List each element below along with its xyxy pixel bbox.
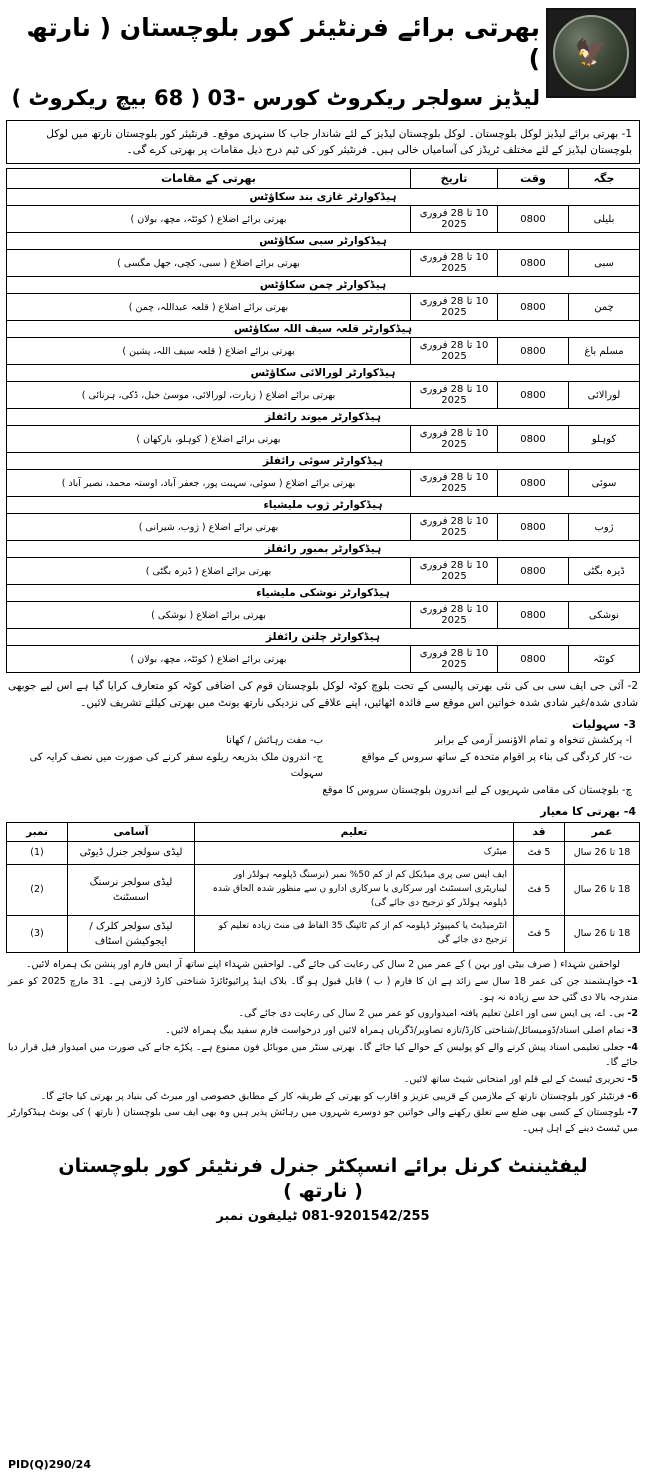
cell-education: میٹرک bbox=[195, 841, 514, 864]
facility-index: ب- bbox=[309, 734, 323, 746]
facility-index: ا- bbox=[625, 734, 632, 746]
header-post: آسامی bbox=[68, 822, 195, 841]
note-text: جعلی تعلیمی اسناد پیش کرنے والے کو پولیس کے حوالے کیا جائے گا۔ بھرتی سنٹر میں موبائل فون ممنوع ہے۔ پکڑے جانے کی صورت میں امیدوار فیل قرار دیا جائے گا۔ bbox=[8, 1041, 638, 1069]
intro-number: 1- bbox=[621, 127, 632, 140]
fc-crest-logo bbox=[546, 8, 636, 98]
header-date: تاریخ bbox=[411, 169, 498, 189]
list-item bbox=[8, 1072, 638, 1088]
header-age: عمر bbox=[565, 822, 640, 841]
cell-time: 0800 bbox=[498, 382, 569, 409]
group-heading: ہیڈکوارٹر لورالائی سکاؤٹس bbox=[7, 365, 640, 382]
list-item bbox=[8, 1006, 638, 1022]
eagle-icon: 🦅 bbox=[553, 15, 629, 91]
table-row bbox=[7, 338, 640, 365]
criteria-row bbox=[7, 864, 640, 915]
note-text: تحریری ٹیسٹ کے لیے قلم اور امتحانی شیٹ ساتھ لائیں۔ bbox=[403, 1073, 625, 1085]
criteria-title bbox=[10, 805, 636, 818]
group-heading: ہیڈکوارٹر ژوب ملیشیاء bbox=[7, 497, 640, 514]
facility-index: ت- bbox=[618, 751, 632, 763]
list-item bbox=[8, 1023, 638, 1039]
criteria-row bbox=[7, 915, 640, 952]
cell-place: ڈیرہ بگٹی bbox=[569, 558, 640, 585]
group-heading-row bbox=[7, 277, 640, 294]
group-heading: ہیڈکوارٹر چمن سکاؤٹس bbox=[7, 277, 640, 294]
note-text: بی۔ اے، پی ایس سی اور اعلیٰ تعلیم یافتہ امیدواروں کو عمر میں 2 سال کی رعایت دی جائے گی۔ bbox=[238, 1008, 625, 1020]
table-row bbox=[7, 602, 640, 629]
cell-height: 5 فٹ bbox=[514, 864, 565, 915]
note-number: 5- bbox=[627, 1073, 638, 1085]
cell-date: 10 تا 28 فروری 2025 bbox=[411, 250, 498, 277]
intro-text: بھرتی برائے لیڈیز لوکل بلوچستان۔ لوکل بلوچستان لیڈیز کے لئے شاندار جاب کا سنہری موقع۔ فرنٹیئر کور بلوچستان نارتھ میں لوکل بلوچستان لیڈیز کے لئے مختلف ٹریڈز کی آسامیاں خالی ہیں۔ فرنٹیئر کور کی ٹیم درج ذیل مقامات پر بھرتی کرے گی۔ bbox=[46, 127, 632, 157]
cell-place: چمن bbox=[569, 294, 640, 321]
cell-locations: بھرتی برائے اضلاع ( سوئی، سہبت پور، جعفر آباد، اوستہ محمد، نصیر آباد ) bbox=[7, 470, 411, 497]
cell-time: 0800 bbox=[498, 558, 569, 585]
cell-time: 0800 bbox=[498, 602, 569, 629]
cell-time: 0800 bbox=[498, 646, 569, 673]
cell-place: مسلم باغ bbox=[569, 338, 640, 365]
cell-height: 5 فٹ bbox=[514, 915, 565, 952]
policy-note-text: آئی جی ایف سی بی کی نئی بھرتی پالیسی کے تحت بلوچ کوٹہ لوکل بلوچستان قوم کی اضافی کوٹہ کو متعارف کرایا گیا ہے اس لیے جوبھی شادی شدہ/غیر شادی شدہ خواتین اس موقع سے فائدہ اٹھائیں، اپنے علاقے کی نزدیکی نارتھ یونٹ میں بھرتی کیلئے تشریف لائیں۔ bbox=[8, 680, 638, 710]
group-heading-row bbox=[7, 541, 640, 558]
cell-number: (3) bbox=[7, 915, 68, 952]
header-height: قد bbox=[514, 822, 565, 841]
table-row bbox=[7, 250, 640, 277]
group-heading-row bbox=[7, 497, 640, 514]
cell-height: 5 فٹ bbox=[514, 841, 565, 864]
cell-number: (1) bbox=[7, 841, 68, 864]
cell-time: 0800 bbox=[498, 470, 569, 497]
cell-date: 10 تا 28 فروری 2025 bbox=[411, 426, 498, 453]
table-row bbox=[7, 382, 640, 409]
cell-place: سوئی bbox=[569, 470, 640, 497]
facility-item bbox=[323, 733, 632, 749]
group-heading: ہیڈکوارٹر نوشکی ملیشیاء bbox=[7, 585, 640, 602]
cell-locations: بھرتی برائے اضلاع ( نوشکی ) bbox=[7, 602, 411, 629]
pid-number: PID(Q)290/24 bbox=[8, 1458, 91, 1471]
cell-locations: بھرتی برائے اضلاع ( کوئٹہ، مچھ، بولان ) bbox=[7, 206, 411, 233]
criteria-footnote: لواحقین شہداء ( صرف بیٹی اور بہن ) کے عمر میں 2 سال کی رعایت کی جائے گی۔ لواحقین شہداء اپنے ساتھ آر ایس فارم اور پنشن بک ہمراہ لائیں۔ bbox=[25, 958, 620, 970]
phone-label-text: ٹیلیفون نمبر bbox=[216, 1208, 298, 1224]
cell-locations: بھرتی برائے اضلاع ( ڈیرہ بگٹی ) bbox=[7, 558, 411, 585]
cell-locations: بھرتی برائے اضلاع ( قلعہ سیف اللہ، پشین ) bbox=[7, 338, 411, 365]
group-heading-row bbox=[7, 629, 640, 646]
facility-item bbox=[14, 783, 632, 799]
table-row bbox=[7, 470, 640, 497]
cell-time: 0800 bbox=[498, 294, 569, 321]
page-header bbox=[0, 0, 646, 116]
cell-time: 0800 bbox=[498, 206, 569, 233]
facility-index: چ- bbox=[621, 784, 632, 796]
title-block bbox=[10, 8, 540, 112]
criteria-row bbox=[7, 841, 640, 864]
group-heading-row bbox=[7, 585, 640, 602]
phone-label bbox=[0, 1209, 646, 1224]
cell-education: انٹرمیڈیٹ یا کمپیوٹر ڈپلومہ کم از کم ٹائپنگ 35 الفاظ فی منٹ زیادہ تعلیم کو ترجیح دی جائے گی bbox=[195, 915, 514, 952]
note-number: 1- bbox=[627, 975, 638, 987]
table-row bbox=[7, 558, 640, 585]
criteria-number: 4- bbox=[623, 804, 636, 818]
group-heading-row bbox=[7, 321, 640, 338]
cell-date: 10 تا 28 فروری 2025 bbox=[411, 338, 498, 365]
facility-item bbox=[323, 750, 632, 782]
criteria-table bbox=[6, 822, 640, 953]
header-time: وقت bbox=[498, 169, 569, 189]
cell-place: نوشکی bbox=[569, 602, 640, 629]
note-number: 7- bbox=[627, 1107, 638, 1119]
facilities-row-3 bbox=[14, 783, 632, 799]
criteria-heading: بھرتی کا معیار bbox=[540, 804, 620, 818]
facility-item bbox=[14, 750, 323, 782]
header-place: جگہ bbox=[569, 169, 640, 189]
recruitment-table bbox=[6, 168, 640, 673]
cell-education: ایف ایس سی پری میڈیکل کم از کم 50% نمبر (نرسنگ ڈپلومہ ہولڈر اور لیباریٹری اسسٹنٹ اور سرکاری یا سرکاری ادارو ں سے منظور شدہ الحاق شدہ ڈپلومہ ہولڈر کو ترجیح دی جائے گی) bbox=[195, 864, 514, 915]
note-text: بلوچستان کے کسی بھی ضلع سے تعلق رکھنے والی خواتین جو دوسرے شہروں میں رہائش پذیر ہیں وہ بھی ایف سی بلوچستان ( نارتھ ) کی یونٹ ہیڈکوارٹر میں ٹیسٹ دینے کے اہل ہیں۔ bbox=[8, 1107, 638, 1134]
facilities-title bbox=[10, 718, 636, 731]
cell-place: ژوب bbox=[569, 514, 640, 541]
facility-text: مفت رہائش / کھانا bbox=[226, 734, 307, 746]
policy-note bbox=[8, 678, 638, 712]
cell-time: 0800 bbox=[498, 338, 569, 365]
cell-place: بلیلی bbox=[569, 206, 640, 233]
cell-date: 10 تا 28 فروری 2025 bbox=[411, 382, 498, 409]
cell-post: لیڈی سولجر کلرک / ایجوکیشن اسٹاف bbox=[68, 915, 195, 952]
cell-age: 18 تا 26 سال bbox=[565, 864, 640, 915]
criteria-header-row bbox=[7, 822, 640, 841]
note-number: 4- bbox=[627, 1041, 638, 1053]
note-number: 3- bbox=[627, 1024, 638, 1036]
cell-date: 10 تا 28 فروری 2025 bbox=[411, 514, 498, 541]
group-heading: ہیڈکوارٹر سوئی رائفلز bbox=[7, 453, 640, 470]
facility-index: ج- bbox=[312, 751, 323, 763]
page-footer bbox=[0, 1154, 646, 1230]
table-row bbox=[7, 426, 640, 453]
group-heading: ہیڈکوارٹر چلتن رائفلز bbox=[7, 629, 640, 646]
list-item bbox=[8, 974, 638, 1005]
cell-place: لورالائی bbox=[569, 382, 640, 409]
facilities-row-2 bbox=[14, 750, 632, 782]
cell-date: 10 تا 28 فروری 2025 bbox=[411, 470, 498, 497]
page-subtitle: لیڈیز سولجر ریکروٹ کورس -03 ( 68 بیچ ریکروٹ ) bbox=[11, 85, 540, 110]
cell-locations: بھرتی برائے اضلاع ( زیارت، لورالائی، موسیٰ خیل، ڈکی، ہرنائی ) bbox=[7, 382, 411, 409]
spacer bbox=[0, 1138, 646, 1144]
intro-paragraph bbox=[6, 120, 640, 165]
facility-text: پرکشش تنخواہ و تمام الاؤنسز آرمی کے برابر bbox=[434, 734, 623, 746]
facilities-row-1 bbox=[14, 733, 632, 749]
cell-time: 0800 bbox=[498, 426, 569, 453]
facility-text: اندرون ملک بذریعہ ریلوے سفر کرنے کی صورت میں نصف کرایہ کی سہولت bbox=[29, 751, 323, 779]
group-heading-row bbox=[7, 189, 640, 206]
cell-date: 10 تا 28 فروری 2025 bbox=[411, 558, 498, 585]
signatory-line-2: ( نارتھ ) bbox=[283, 1180, 363, 1203]
policy-note-number: 2- bbox=[627, 680, 638, 693]
cell-time: 0800 bbox=[498, 250, 569, 277]
cell-post: لیڈی سولجر نرسنگ اسسٹنٹ bbox=[68, 864, 195, 915]
instructions-list bbox=[8, 974, 638, 1137]
cell-number: (2) bbox=[7, 864, 68, 915]
cell-time: 0800 bbox=[498, 514, 569, 541]
cell-date: 10 تا 28 فروری 2025 bbox=[411, 602, 498, 629]
cell-post: لیڈی سولجر جنرل ڈیوٹی bbox=[68, 841, 195, 864]
list-item bbox=[8, 1040, 638, 1071]
cell-age: 18 تا 26 سال bbox=[565, 841, 640, 864]
header-number: نمبر bbox=[7, 822, 68, 841]
group-heading: ہیڈکوارٹر غازی بند سکاؤٹس bbox=[7, 189, 640, 206]
cell-locations: بھرتی برائے اضلاع ( قلعہ عبداللہ، چمن ) bbox=[7, 294, 411, 321]
note-text: خواہشمند جن کی عمر 18 سال سے زائد ہے ان کا فارم ( ب ) قابل قبول ہو گا۔ بلاک اینڈ پرائیوٹائزڈ شناختی کارڈ لازمی ہے۔ 31 مارچ 2025 کو عمر مندرجہ بالا دی گئی حد سے زیادہ نہ ہو۔ bbox=[8, 975, 638, 1003]
signatory-line-1: لیفٹیننٹ کرنل برائے انسپکٹر جنرل فرنٹیئر کور بلوچستان bbox=[58, 1154, 588, 1177]
cell-locations: بھرتی برائے اضلاع ( کوئٹہ، مچھ، بولان ) bbox=[7, 646, 411, 673]
cell-date: 10 تا 28 فروری 2025 bbox=[411, 294, 498, 321]
cell-locations: بھرتی برائے اضلاع ( سبی، کچی، جھل مگسی ) bbox=[7, 250, 411, 277]
cell-locations: بھرتی برائے اضلاع ( ژوب، شیرانی ) bbox=[7, 514, 411, 541]
group-heading-row bbox=[7, 453, 640, 470]
group-heading: ہیڈکوارٹر قلعہ سیف اللہ سکاؤٹس bbox=[7, 321, 640, 338]
table-row bbox=[7, 646, 640, 673]
table-row bbox=[7, 294, 640, 321]
facilities-number: 3- bbox=[623, 717, 636, 731]
list-item bbox=[8, 1089, 638, 1105]
cell-locations: بھرتی برائے اضلاع ( کوہلو، بارکھان ) bbox=[7, 426, 411, 453]
recruitment-table-body bbox=[7, 189, 640, 673]
criteria-table-body bbox=[7, 841, 640, 952]
facility-item bbox=[14, 733, 323, 749]
group-heading-row bbox=[7, 233, 640, 250]
cell-place: کوہلو bbox=[569, 426, 640, 453]
recruitment-table-wrapper bbox=[6, 168, 640, 673]
note-number: 6- bbox=[627, 1090, 638, 1102]
table-header-row bbox=[7, 169, 640, 189]
group-heading: ہیڈکوارٹر میوند رائفلز bbox=[7, 409, 640, 426]
cell-age: 18 تا 26 سال bbox=[565, 915, 640, 952]
facility-text: کار کردگی کی بناء پر اقوام متحدہ کے ساتھ سروس کے مواقع bbox=[361, 751, 616, 763]
group-heading-row bbox=[7, 409, 640, 426]
note-text: تمام اصلی اسناد/ڈومیسائل/شناختی کارڈ/تازہ تصاویر/ڈگریاں ہمراہ لائیں اور درخواست فارم سفید بیگ ہمراہ لائیں۔ bbox=[165, 1024, 625, 1036]
cell-date: 10 تا 28 فروری 2025 bbox=[411, 646, 498, 673]
cell-date: 10 تا 28 فروری 2025 bbox=[411, 206, 498, 233]
phone-number: 081-9201542/255 bbox=[301, 1208, 430, 1224]
group-heading: ہیڈکوارٹر بمبور رائفلز bbox=[7, 541, 640, 558]
page-title: بھرتی برائے فرنٹیئر کور بلوچستان ( نارتھ ) bbox=[26, 13, 540, 74]
note-text: فرنٹیئر کور بلوچستان نارتھ کے ملازمین کے قریبی عزیز و اقارب کو بھرتی کے طریقہ کار کے مطابق خصوصی اور میرٹ کی بنیاد پر بھرتی کیا جائے گا۔ bbox=[40, 1090, 625, 1102]
note-number: 2- bbox=[627, 1008, 638, 1020]
table-row bbox=[7, 514, 640, 541]
cell-place: سبی bbox=[569, 250, 640, 277]
header-locations: بھرتی کے مقامات bbox=[7, 169, 411, 189]
group-heading-row bbox=[7, 365, 640, 382]
list-item bbox=[8, 1105, 638, 1136]
facilities-heading: سہولیات bbox=[571, 717, 620, 731]
criteria-table-wrapper bbox=[6, 822, 640, 953]
cell-place: کوئٹہ bbox=[569, 646, 640, 673]
table-row bbox=[7, 206, 640, 233]
facility-text: بلوچستان کی مقامی شہریوں کے لیے اندرون بلوچستان سروس کا موقع bbox=[322, 784, 619, 796]
group-heading: ہیڈکوارٹر سبی سکاؤٹس bbox=[7, 233, 640, 250]
header-education: تعلیم bbox=[195, 822, 514, 841]
